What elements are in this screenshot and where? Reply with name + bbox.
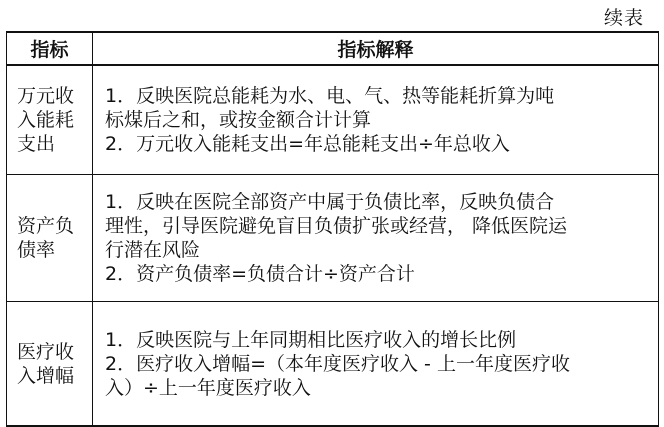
indicator-table xyxy=(6,31,659,427)
continued-table-label: 续表 xyxy=(603,7,644,29)
indicator-name: 万元收入能耗支出 xyxy=(17,85,75,155)
table-row xyxy=(7,175,659,302)
explanation-line: 标煤后之和，或按金额合计计算 xyxy=(105,109,372,131)
table-row xyxy=(7,302,659,427)
explanation-line: 入）÷上一年度医疗收入 xyxy=(105,376,311,399)
indicator-name: 资产负债率 xyxy=(17,215,75,261)
table-row xyxy=(7,65,659,175)
explanation-line: 2．医疗收入增幅=（本年度医疗收入 - 上一年度医疗收 xyxy=(105,352,570,375)
indicator-explanation-cell xyxy=(93,175,659,302)
explanation-line: 2．万元收入能耗支出=年总能耗支出÷年总收入 xyxy=(105,133,510,155)
explanation-line: 理性，引导医院避免盲目负债扩张或经营， 降低医院运 xyxy=(105,215,568,237)
indicator-explanation-cell xyxy=(93,65,659,175)
explanation-line: 1．反映医院总能耗为水、电、气、热等能耗折算为吨 xyxy=(105,85,555,107)
indicator-name-cell xyxy=(7,175,93,302)
explanation-line: 1．反映在医院全部资产中属于负债比率，反映负债合 xyxy=(105,191,555,213)
explanation-line: 行潜在风险 xyxy=(105,239,201,261)
indicator-name-cell xyxy=(7,65,93,175)
indicator-explanation-cell xyxy=(93,302,659,427)
explanation-line: 1．反映医院与上年同期相比医疗收入的增长比例 xyxy=(105,328,517,351)
indicator-name: 医疗收入增幅 xyxy=(17,340,75,387)
header-indicator-explanation: 指标解释 xyxy=(93,32,659,65)
table-header-row xyxy=(7,32,659,65)
header-indicator: 指标 xyxy=(7,32,93,65)
indicator-name-cell xyxy=(7,302,93,427)
explanation-line: 2．资产负债率=负债合计÷资产合计 xyxy=(105,263,415,285)
